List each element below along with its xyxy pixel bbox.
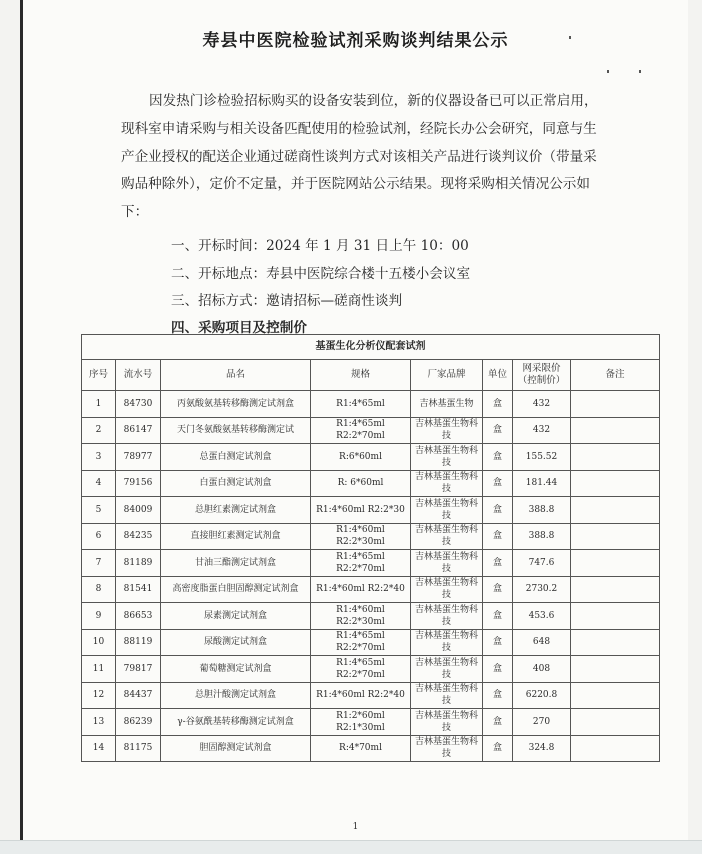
cell-seq (82, 576, 116, 603)
cell-serial (116, 682, 161, 709)
cell-spec (311, 523, 411, 550)
table-row (82, 735, 660, 762)
cell-price (513, 550, 571, 577)
cell-price (513, 603, 571, 630)
header-price-line1: 网采限价 (522, 363, 561, 374)
cell-price-text: 747.6 (528, 557, 555, 568)
header-unit: 单位 (483, 360, 513, 391)
cell-serial-text: 86239 (123, 716, 153, 727)
cell-note (571, 417, 660, 444)
cell-spec (311, 629, 411, 656)
cell-price (513, 417, 571, 444)
cell-seq (82, 682, 116, 709)
header-price-line2: （控制价） (517, 375, 566, 386)
cell-brand (411, 444, 483, 471)
cell-price (513, 682, 571, 709)
cell-price-text: 388.8 (528, 504, 555, 515)
cell-serial-text: 86653 (123, 610, 153, 621)
cell-serial (116, 444, 161, 471)
cell-brand-text: 吉林基蛋生物 (419, 398, 474, 409)
table-row (82, 603, 660, 630)
scan-speck (639, 70, 641, 73)
cell-brand-text: 吉林基蛋生物科技 (414, 737, 478, 760)
cell-serial (116, 656, 161, 683)
cell-name-text: 甘油三酯测定试剂盒 (194, 557, 276, 568)
table-row (82, 550, 660, 577)
cell-name-text: 直接胆红素测定试剂盒 (190, 531, 281, 542)
cell-name (161, 735, 311, 762)
cell-name-text: 丙氨酸氨基转移酶测定试剂盒 (176, 398, 294, 409)
cell-unit (483, 391, 513, 418)
cell-spec-text: R1:4*65ml R2:2*70ml (336, 551, 385, 574)
cell-spec-text: R:4*70ml (339, 743, 382, 754)
cell-unit-text: 盒 (492, 743, 502, 754)
scan-speck (569, 36, 571, 39)
cell-unit (483, 417, 513, 444)
cell-seq-text: 12 (92, 690, 105, 701)
item-open-time: 一、开标时间：2024 年 1 月 31 日上午 10：00 (171, 238, 469, 254)
cell-name (161, 391, 311, 418)
cell-serial-text: 78977 (123, 451, 153, 462)
cell-name (161, 497, 311, 524)
cell-spec (311, 656, 411, 683)
cell-unit (483, 735, 513, 762)
cell-seq (82, 656, 116, 683)
cell-unit-text: 盒 (492, 504, 502, 515)
cell-spec (311, 444, 411, 471)
cell-unit-text: 盒 (492, 478, 502, 489)
cell-name-text: 总胆汁酸测定试剂盒 (194, 690, 276, 701)
cell-name-text: 总蛋白测定试剂盒 (199, 451, 272, 462)
cell-unit-text: 盒 (492, 557, 502, 568)
cell-spec-text: R1:4*60ml R2:2*30ml (336, 525, 385, 548)
cell-brand-text: 吉林基蛋生物科技 (414, 578, 478, 601)
cell-seq (82, 470, 116, 497)
cell-price-text: 408 (532, 663, 551, 674)
cell-unit (483, 576, 513, 603)
table-row (82, 709, 660, 736)
cell-note (571, 629, 660, 656)
cell-unit-text: 盒 (492, 425, 502, 436)
cell-seq (82, 550, 116, 577)
cell-note (571, 682, 660, 709)
cell-serial (116, 497, 161, 524)
cell-serial (116, 417, 161, 444)
cell-serial-text: 81189 (123, 557, 153, 568)
item-open-location: 二、开标地点：寿县中医院综合楼十五楼小会议室 (171, 266, 471, 282)
cell-name-text: 天门冬氨酸氨基转移酶测定试 (176, 425, 294, 436)
cell-brand (411, 576, 483, 603)
item-procurement-project: 四、采购项目及控制价 (171, 320, 307, 336)
cell-brand-text: 吉林基蛋生物科技 (414, 631, 478, 654)
cell-serial (116, 603, 161, 630)
cell-name-text: 白蛋白测定试剂盒 (199, 478, 272, 489)
cell-spec-text: R1:4*65ml R2:2*70ml (336, 631, 385, 654)
cell-name-text: γ-谷氨酰基转移酶测定试剂盒 (177, 716, 294, 727)
document-page (20, 0, 688, 840)
cell-price-text: 388.8 (528, 531, 555, 542)
cell-unit (483, 603, 513, 630)
cell-unit (483, 444, 513, 471)
cell-price-text: 270 (532, 716, 551, 727)
cell-price (513, 576, 571, 603)
cell-price (513, 709, 571, 736)
cell-brand-text: 吉林基蛋生物科技 (414, 684, 478, 707)
cell-spec-text: R1:4*60ml R2:2*40 (316, 584, 405, 595)
scan-speck (607, 70, 609, 73)
table-caption: 基蛋生化分析仪配套试剂 (82, 335, 660, 360)
cell-price (513, 656, 571, 683)
cell-unit (483, 470, 513, 497)
cell-seq (82, 497, 116, 524)
cell-spec (311, 603, 411, 630)
cell-note (571, 497, 660, 524)
cell-name (161, 417, 311, 444)
header-brand: 厂家品牌 (411, 360, 483, 391)
cell-serial (116, 550, 161, 577)
cell-serial (116, 470, 161, 497)
cell-unit (483, 497, 513, 524)
cell-name (161, 656, 311, 683)
cell-spec-text: R: 6*60ml (337, 478, 384, 489)
cell-serial-text: 84437 (123, 690, 153, 701)
cell-spec (311, 576, 411, 603)
cell-seq (82, 735, 116, 762)
cell-name-text: 胆固醇测定试剂盒 (199, 743, 272, 754)
cell-brand (411, 550, 483, 577)
cell-note (571, 576, 660, 603)
cell-serial-text: 79156 (123, 478, 153, 489)
cell-name (161, 682, 311, 709)
cell-price-text: 432 (532, 425, 551, 436)
cell-unit-text: 盒 (492, 637, 502, 648)
cell-brand (411, 656, 483, 683)
cell-seq-text: 4 (95, 478, 102, 489)
cell-brand (411, 603, 483, 630)
cell-seq-text: 2 (95, 425, 102, 436)
cell-name (161, 709, 311, 736)
cell-seq (82, 444, 116, 471)
cell-serial-text: 81541 (123, 584, 153, 595)
cell-price-text: 453.6 (528, 610, 555, 621)
table-row (82, 470, 660, 497)
cell-price (513, 523, 571, 550)
cell-serial (116, 735, 161, 762)
cell-seq-text: 11 (92, 663, 105, 674)
table-row (82, 391, 660, 418)
cell-spec-text: R:6*60ml (339, 451, 382, 462)
cell-name (161, 550, 311, 577)
cell-brand (411, 682, 483, 709)
cell-brand-text: 吉林基蛋生物科技 (414, 525, 478, 548)
document-title: 寿县中医院检验试剂采购谈判结果公示 (202, 31, 509, 51)
cell-brand-text: 吉林基蛋生物科技 (414, 419, 478, 442)
cell-name (161, 444, 311, 471)
table-row (82, 523, 660, 550)
header-price (513, 360, 571, 391)
table-row (82, 656, 660, 683)
table-row (82, 682, 660, 709)
cell-unit-text: 盒 (492, 716, 502, 727)
cell-spec (311, 497, 411, 524)
cell-serial (116, 523, 161, 550)
cell-brand-text: 吉林基蛋生物科技 (414, 498, 478, 521)
header-name: 品名 (161, 360, 311, 391)
cell-unit (483, 656, 513, 683)
header-spec: 规格 (311, 360, 411, 391)
cell-unit-text: 盒 (492, 398, 502, 409)
cell-serial (116, 391, 161, 418)
cell-note (571, 523, 660, 550)
cell-seq (82, 417, 116, 444)
reagent-price-table (81, 334, 660, 762)
cell-price (513, 497, 571, 524)
cell-brand (411, 470, 483, 497)
cell-seq-text: 1 (95, 398, 102, 409)
cell-seq (82, 709, 116, 736)
cell-note (571, 470, 660, 497)
cell-serial-text: 84235 (123, 531, 153, 542)
cell-unit-text: 盒 (492, 610, 502, 621)
viewer-bottom-strip (0, 840, 702, 854)
cell-name (161, 629, 311, 656)
cell-seq-text: 13 (92, 716, 105, 727)
cell-spec-text: R1:4*65ml R2:2*70ml (336, 657, 385, 680)
cell-note (571, 603, 660, 630)
table-row (82, 576, 660, 603)
cell-serial-text: 84009 (123, 504, 153, 515)
cell-serial-text: 81175 (123, 743, 153, 754)
cell-name-text: 总胆红素测定试剂盒 (194, 504, 276, 515)
cell-brand (411, 709, 483, 736)
cell-price-text: 648 (532, 637, 551, 648)
cell-note (571, 391, 660, 418)
cell-serial (116, 629, 161, 656)
cell-brand-text: 吉林基蛋生物科技 (414, 551, 478, 574)
cell-seq-text: 8 (95, 584, 102, 595)
cell-spec (311, 709, 411, 736)
cell-spec (311, 470, 411, 497)
cell-seq (82, 523, 116, 550)
cell-brand (411, 735, 483, 762)
cell-note (571, 444, 660, 471)
intro-paragraph-text: 因发热门诊检验招标购买的设备安装到位，新的仪器设备已可以正常启用，现科室申请采购与相关设备匹配使用的检验试剂，经院长办公会研究，同意与生产企业授权的配送企业通过磋商性谈判方式对该相关产品进行谈判议价（带量采购品种除外），定价不定量，并于医院网站公示结果。现将采购相关情况公示如下： (121, 93, 598, 221)
cell-seq-text: 3 (95, 451, 102, 462)
cell-serial-text: 79817 (123, 663, 153, 674)
cell-price-text: 155.52 (525, 451, 558, 462)
cell-name-text: 尿酸测定试剂盒 (203, 637, 267, 648)
cell-spec (311, 735, 411, 762)
cell-spec (311, 550, 411, 577)
cell-note (571, 709, 660, 736)
cell-spec (311, 417, 411, 444)
cell-name-text: 尿素测定试剂盒 (203, 610, 267, 621)
cell-seq-text: 5 (95, 504, 102, 515)
cell-seq (82, 391, 116, 418)
table-row (82, 497, 660, 524)
cell-price (513, 391, 571, 418)
cell-unit-text: 盒 (492, 451, 502, 462)
cell-seq (82, 603, 116, 630)
cell-seq-text: 9 (95, 610, 102, 621)
cell-spec-text: R1:4*65ml R2:2*70ml (336, 419, 385, 442)
cell-spec (311, 391, 411, 418)
cell-price (513, 470, 571, 497)
cell-price-text: 2730.2 (525, 584, 558, 595)
cell-serial-text: 84730 (123, 398, 153, 409)
cell-brand-text: 吉林基蛋生物科技 (414, 445, 478, 468)
cell-price (513, 629, 571, 656)
cell-seq-text: 6 (95, 531, 102, 542)
cell-brand-text: 吉林基蛋生物科技 (414, 604, 478, 627)
cell-brand (411, 417, 483, 444)
cell-spec-text: R1:2*60ml R2:1*30ml (336, 710, 385, 733)
cell-price-text: 324.8 (528, 743, 555, 754)
cell-name-text: 葡萄糖测定试剂盒 (199, 663, 272, 674)
cell-name (161, 523, 311, 550)
header-serial: 流水号 (116, 360, 161, 391)
cell-serial-text: 88119 (123, 637, 153, 648)
cell-spec-text: R1:4*60ml R2:2*40 (316, 690, 405, 701)
cell-unit (483, 629, 513, 656)
cell-price-text: 6220.8 (525, 690, 558, 701)
cell-name-text: 高密度脂蛋白胆固醇测定试剂盒 (172, 584, 299, 595)
cell-brand-text: 吉林基蛋生物科技 (414, 472, 478, 495)
cell-unit (483, 550, 513, 577)
cell-spec-text: R1:4*60ml R2:2*30 (316, 504, 405, 515)
item-bid-method: 三、招标方式：邀请招标—磋商性谈判 (171, 293, 403, 309)
cell-unit-text: 盒 (492, 663, 502, 674)
cell-price-text: 432 (532, 398, 551, 409)
cell-spec (311, 682, 411, 709)
cell-note (571, 735, 660, 762)
cell-brand (411, 391, 483, 418)
cell-seq-text: 7 (95, 557, 102, 568)
cell-price-text: 181.44 (525, 478, 558, 489)
cell-brand (411, 629, 483, 656)
cell-unit-text: 盒 (492, 531, 502, 542)
cell-spec-text: R1:4*60ml R2:2*30ml (336, 604, 385, 627)
cell-seq-text: 14 (92, 743, 105, 754)
cell-seq-text: 10 (92, 637, 105, 648)
cell-brand-text: 吉林基蛋生物科技 (414, 710, 478, 733)
cell-brand-text: 吉林基蛋生物科技 (414, 657, 478, 680)
cell-name (161, 470, 311, 497)
page-number: 1 (352, 822, 359, 832)
cell-seq (82, 629, 116, 656)
cell-serial-text: 86147 (123, 425, 153, 436)
cell-brand (411, 523, 483, 550)
cell-note (571, 550, 660, 577)
cell-serial (116, 709, 161, 736)
cell-price (513, 735, 571, 762)
table-row (82, 629, 660, 656)
table-row (82, 417, 660, 444)
cell-serial (116, 576, 161, 603)
cell-spec-text: R1:4*65ml (336, 398, 385, 409)
header-note: 备注 (571, 360, 660, 391)
cell-note (571, 656, 660, 683)
header-seq: 序号 (82, 360, 116, 391)
cell-unit-text: 盒 (492, 690, 502, 701)
cell-name (161, 576, 311, 603)
cell-name (161, 603, 311, 630)
cell-unit (483, 709, 513, 736)
cell-brand (411, 497, 483, 524)
cell-price (513, 444, 571, 471)
intro-paragraph (121, 88, 607, 227)
cell-unit (483, 682, 513, 709)
table-row (82, 444, 660, 471)
cell-unit-text: 盒 (492, 584, 502, 595)
cell-unit (483, 523, 513, 550)
